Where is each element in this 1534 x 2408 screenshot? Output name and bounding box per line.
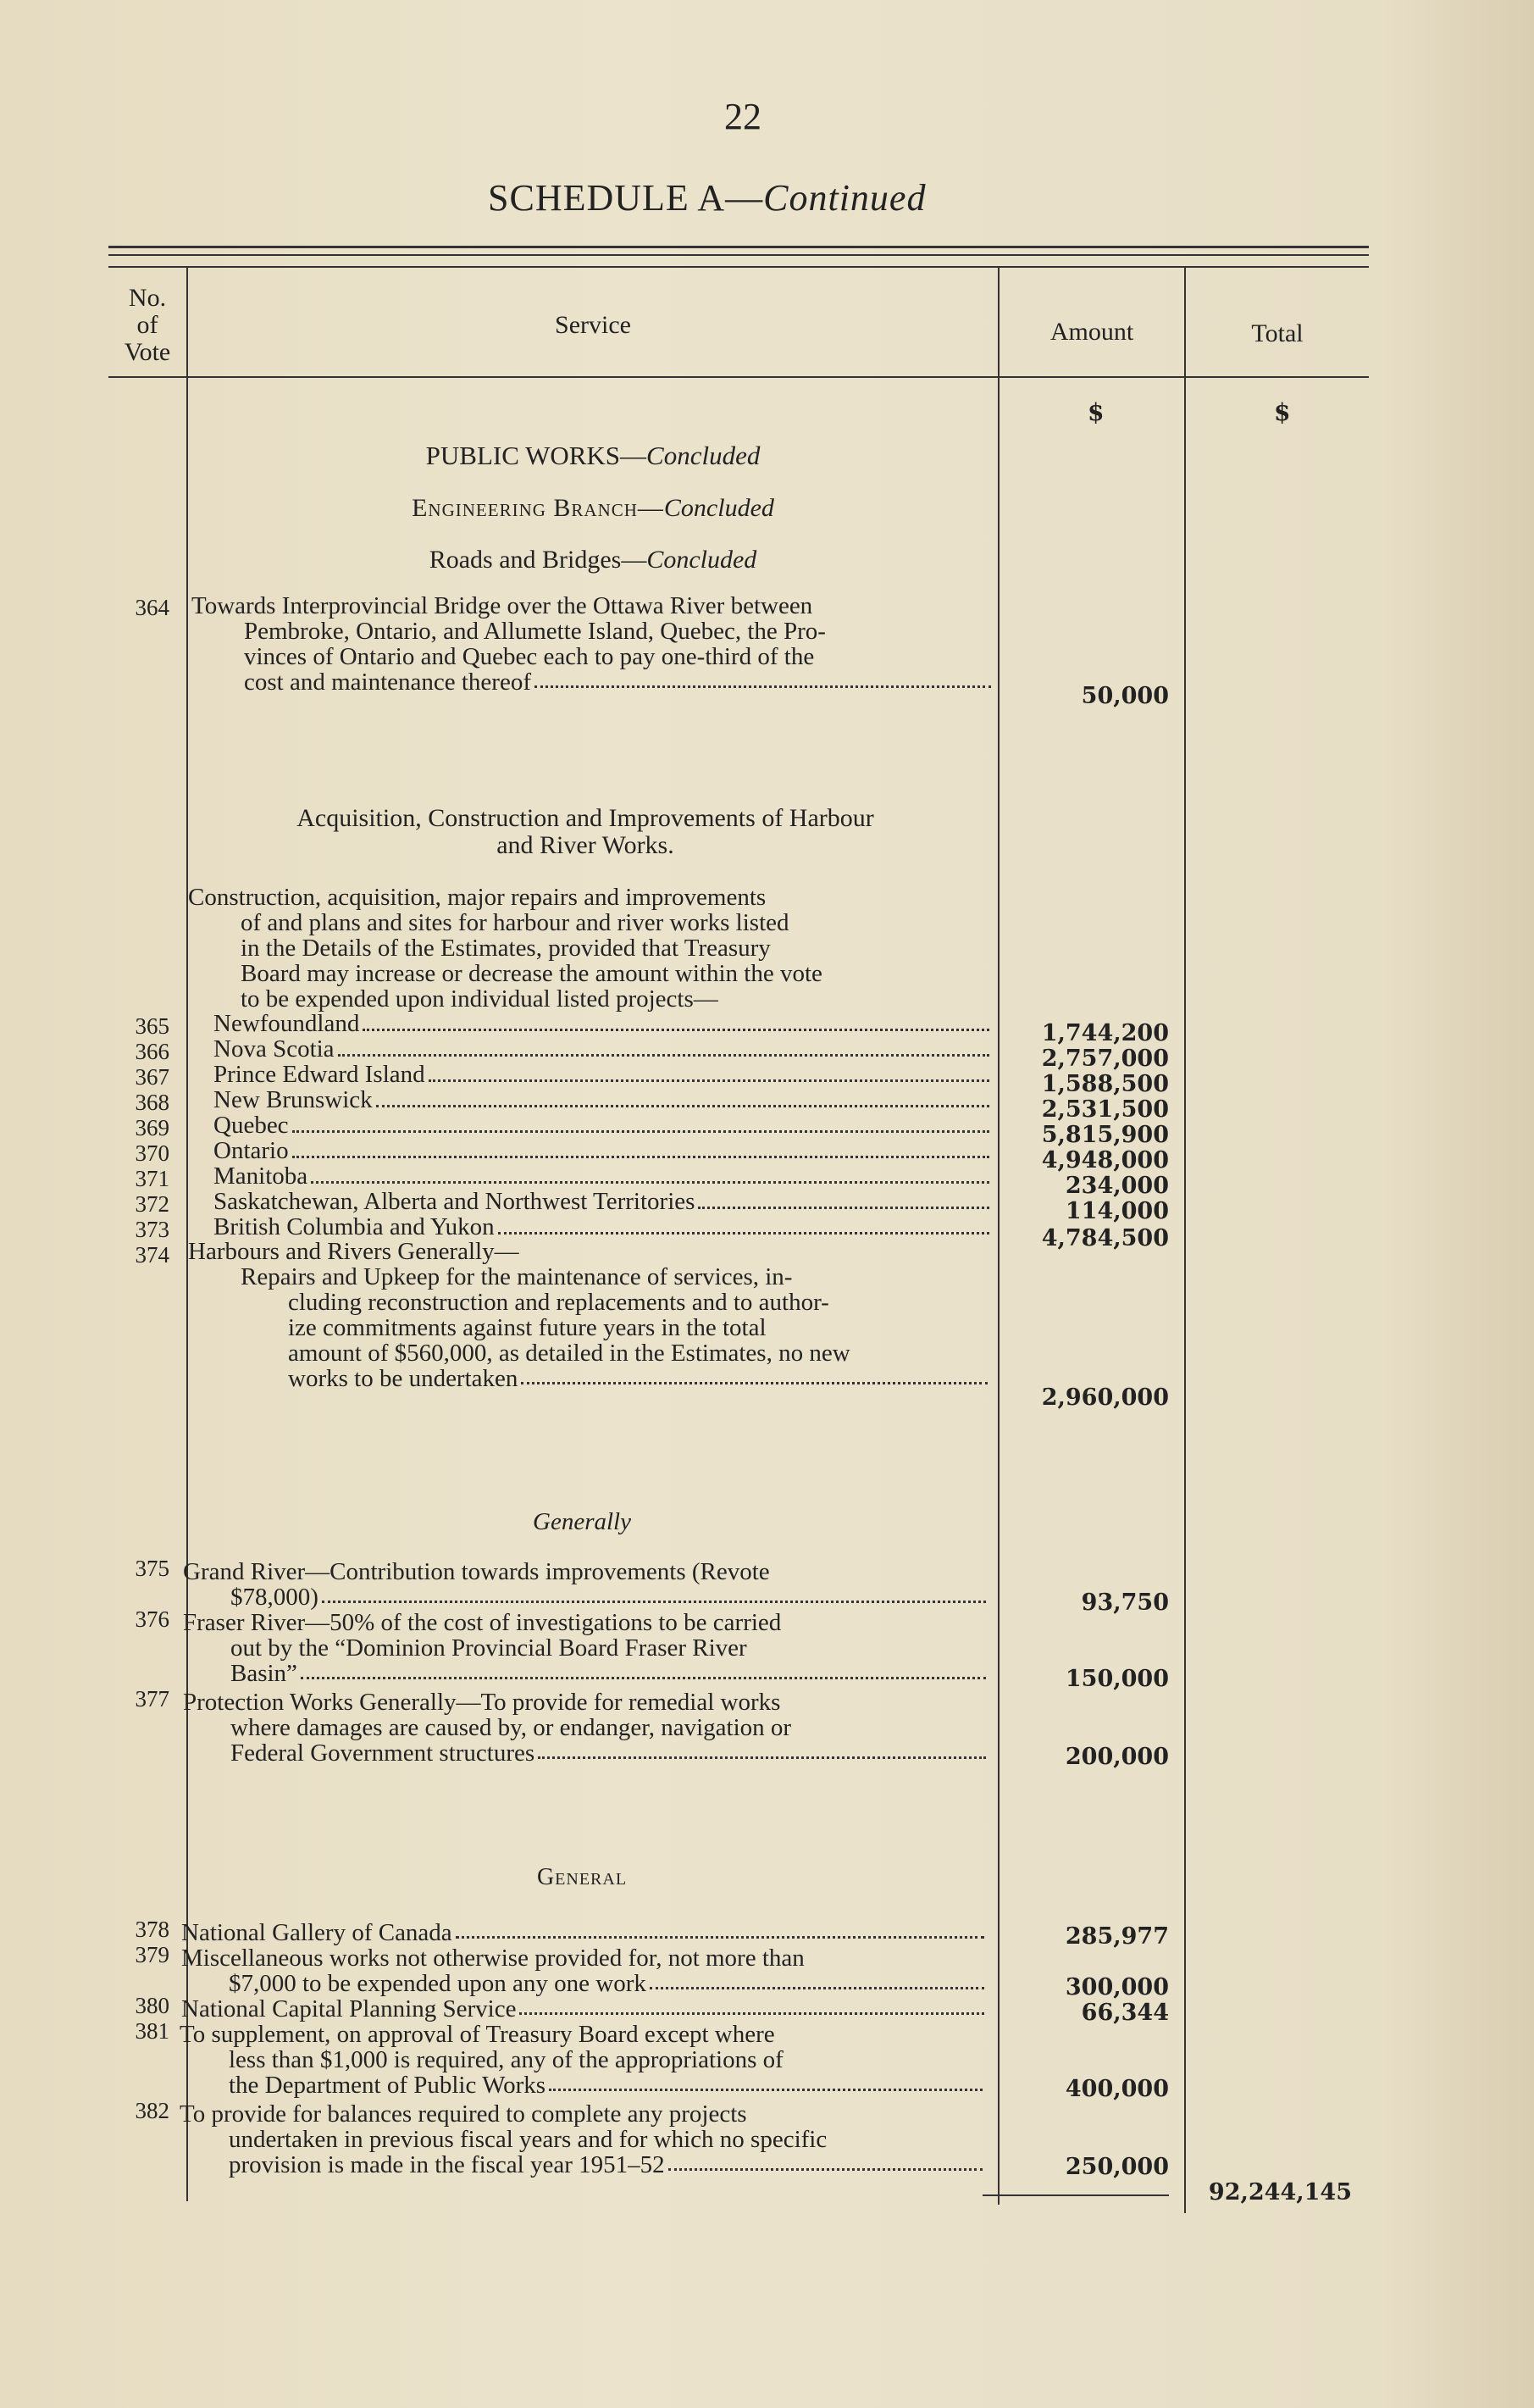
header-bottom-rule: [108, 376, 1369, 378]
amount-value: 114,000: [1065, 1198, 1169, 1224]
item-description: [181, 1920, 986, 1945]
desc-line-text: National Gallery of Canada: [181, 1919, 452, 1946]
amount-value: 150,000: [1065, 1666, 1169, 1692]
vote-number: 379: [135, 1942, 169, 1967]
province-line: [213, 1061, 991, 1089]
dot-leader: [698, 1188, 989, 1209]
amount-value: 50,000: [1081, 683, 1169, 709]
province-line: [213, 1162, 991, 1190]
desc-line: To supplement, on approval of Treasury Board except where: [180, 2021, 775, 2048]
amount-value: 5,815,900: [1041, 1122, 1169, 1148]
desc-line-dotted: [241, 1366, 989, 1391]
desc-line-dotted: [180, 2072, 984, 2098]
desc-line-text: the Department of Public Works: [229, 2072, 546, 2099]
table-top-rule-2: [108, 254, 1369, 256]
desc-line: Construction, acquisition, major repairs and improvements: [188, 884, 767, 911]
dot-leader: [322, 1584, 986, 1603]
dot-leader: [338, 1035, 989, 1057]
amount-value: 2,531,500: [1041, 1096, 1169, 1123]
dot-leader: [363, 1010, 989, 1031]
amount-value: 4,948,000: [1041, 1147, 1169, 1173]
header-amount: Amount: [1049, 318, 1134, 346]
amount-value: 250,000: [1065, 2154, 1169, 2180]
province-name: Quebec: [213, 1112, 289, 1139]
vote-number: 366: [135, 1039, 169, 1064]
amount-value: 200,000: [1065, 1744, 1169, 1770]
schedule-title-main: SCHEDULE A—: [488, 177, 764, 219]
province-line: [213, 1035, 991, 1063]
header-vote-line2: of: [136, 311, 158, 339]
amount-value: 300,000: [1065, 1974, 1169, 2000]
harbour-heading-line2: and River Works.: [496, 831, 674, 859]
item-description: [241, 1264, 989, 1391]
grand-total-value: 92,244,145: [1208, 2179, 1352, 2205]
amount-value: 285,977: [1065, 1923, 1169, 1950]
desc-line: Miscellaneous works not otherwise provided for, not more than: [181, 1945, 805, 1972]
province-name: Newfoundland: [213, 1010, 360, 1037]
branch-heading-cont: Concluded: [663, 494, 774, 522]
harbour-intro: [188, 885, 993, 1012]
department-heading-cont: Concluded: [646, 441, 761, 470]
desc-line: undertaken in previous fiscal years and for which no specific: [229, 2126, 828, 2153]
desc-line: to be expended upon individual listed projects—: [241, 985, 718, 1013]
amount-value: 1,744,200: [1041, 1020, 1169, 1046]
desc-line-dotted: [180, 2152, 984, 2178]
item-description: [191, 593, 993, 695]
header-vote: [108, 285, 186, 366]
amount-currency-symbol: $: [1088, 398, 1105, 426]
vote-number: 378: [135, 1917, 169, 1942]
province-name: British Columbia and Yukon: [213, 1213, 495, 1240]
vote-number: 368: [135, 1090, 169, 1115]
desc-line: Grand River—Contribution towards improvements (Revote: [183, 1558, 770, 1585]
dot-leader: [376, 1086, 989, 1107]
desc-line: Fraser River—50% of the cost of investigations to be carried: [183, 1609, 782, 1636]
vote-number: 369: [135, 1115, 169, 1140]
dot-leader: [292, 1112, 989, 1133]
item-description: [180, 2022, 984, 2098]
vote-number: 365: [135, 1013, 169, 1039]
item-description: [181, 1945, 986, 1996]
vote-number: 381: [135, 2018, 169, 2044]
department-heading: [188, 441, 998, 471]
dot-leader: [668, 2152, 983, 2171]
header-service: Service: [555, 311, 631, 339]
desc-line-dotted: [181, 1996, 986, 2022]
dot-leader: [534, 669, 991, 688]
section-heading: [188, 546, 998, 574]
desc-line: Towards Interprovincial Bridge over the Ottawa River between: [191, 592, 813, 619]
amount-value: 93,750: [1081, 1590, 1169, 1616]
province-name: Manitoba: [213, 1162, 308, 1190]
column-divider-total: [1184, 268, 1186, 2213]
page-number: 22: [724, 96, 761, 137]
vote-number: 370: [135, 1140, 169, 1166]
vote-number: 364: [135, 595, 169, 620]
desc-line-text: National Capital Planning Service: [181, 1995, 517, 2022]
desc-line-text: Basin”: [230, 1660, 297, 1687]
table-top-rule-3: [108, 266, 1369, 268]
province-line: [213, 1112, 991, 1140]
desc-line-dotted: [181, 1920, 986, 1945]
amount-value: 4,784,500: [1041, 1225, 1169, 1251]
desc-line-text: $7,000 to be expended upon any one work: [229, 1970, 646, 1997]
schedule-title: [488, 176, 926, 219]
desc-line-text: Federal Government structures: [230, 1739, 535, 1767]
dot-leader: [549, 2072, 983, 2091]
item-description: [180, 2101, 984, 2178]
amount-value: 2,757,000: [1041, 1046, 1169, 1072]
desc-line: amount of $560,000, as detailed in the Estimates, no new: [288, 1340, 850, 1367]
amount-value: 234,000: [1065, 1173, 1169, 1199]
province-name: Ontario: [213, 1137, 289, 1164]
vote-number: 374: [135, 1242, 169, 1268]
dot-leader: [538, 1740, 986, 1759]
desc-line-dotted: [183, 1584, 988, 1610]
desc-line: Pembroke, Ontario, and Allumette Island, Quebec, the Pro-: [244, 618, 826, 645]
province-line: [213, 1086, 991, 1114]
desc-line: where damages are caused by, or endanger, navigation or: [230, 1714, 792, 1741]
item-description: [183, 1559, 988, 1610]
general-heading: General: [536, 1864, 628, 1890]
amount-total-rule: [983, 2194, 1169, 2196]
harbour-heading: [191, 805, 979, 859]
dot-leader: [519, 1996, 984, 2015]
item-heading: Harbours and Rivers Generally—: [188, 1238, 519, 1265]
desc-line: out by the “Dominion Provincial Board Fraser River: [230, 1634, 747, 1662]
vote-number: 373: [135, 1217, 169, 1242]
desc-line: vinces of Ontario and Quebec each to pay one-third of the: [244, 643, 815, 670]
desc-line-text: works to be undertaken: [288, 1365, 518, 1392]
section-heading-cont: Concluded: [646, 546, 757, 574]
desc-line-text: cost and maintenance thereof: [244, 669, 531, 696]
amount-value: 1,588,500: [1041, 1071, 1169, 1097]
desc-line: Board may increase or decrease the amount within the vote: [241, 960, 822, 987]
header-vote-line1: No.: [128, 284, 167, 312]
item-description: [181, 1996, 986, 2022]
vote-number: 375: [135, 1556, 169, 1581]
dot-leader: [498, 1213, 989, 1235]
table-top-rule-1: [108, 246, 1369, 248]
desc-line: To provide for balances required to complete any projects: [180, 2100, 747, 2128]
vote-number: 371: [135, 1166, 169, 1191]
province-line: [213, 1188, 991, 1216]
header-total: Total: [1251, 319, 1304, 347]
amount-value: 400,000: [1065, 2076, 1169, 2102]
desc-line: Protection Works Generally—To provide for remedial works: [183, 1689, 781, 1716]
desc-line-text: $78,000): [230, 1584, 318, 1611]
province-line: [213, 1010, 991, 1038]
dot-leader: [650, 1971, 984, 1989]
item-description: [183, 1610, 988, 1686]
desc-line-text: provision is made in the fiscal year 1951–52: [229, 2151, 665, 2178]
branch-heading: [188, 494, 998, 523]
branch-heading-main: Engineering Branch—: [412, 494, 664, 522]
generally-heading: Generally: [533, 1508, 631, 1535]
desc-line-dotted: [191, 669, 993, 695]
vote-number: 380: [135, 1993, 169, 2018]
dot-leader: [521, 1366, 988, 1384]
desc-line: cluding reconstruction and replacements and to author-: [288, 1289, 829, 1316]
desc-line: Repairs and Upkeep for the maintenance of services, in-: [241, 1263, 793, 1290]
vote-number: 367: [135, 1064, 169, 1090]
vote-number: 372: [135, 1191, 169, 1217]
department-heading-main: PUBLIC WORKS—: [425, 441, 647, 470]
desc-line-dotted: [183, 1661, 988, 1686]
dot-leader: [292, 1137, 989, 1158]
province-name: Saskatchewan, Alberta and Northwest Territories: [213, 1188, 695, 1215]
amount-value: 66,344: [1081, 2000, 1169, 2026]
dot-leader: [456, 1920, 984, 1939]
dot-leader: [311, 1162, 989, 1184]
vote-number: 376: [135, 1606, 169, 1632]
vote-number: 377: [135, 1686, 169, 1712]
province-name: Prince Edward Island: [213, 1061, 425, 1088]
dot-leader: [301, 1661, 986, 1679]
desc-line: of and plans and sites for harbour and river works listed: [241, 909, 789, 936]
dot-leader: [429, 1061, 989, 1082]
harbour-heading-line1: Acquisition, Construction and Improvements of Harbour: [296, 804, 874, 832]
total-currency-symbol: $: [1274, 398, 1291, 426]
amount-value: 2,960,000: [1041, 1384, 1169, 1411]
vote-number: 382: [135, 2098, 169, 2123]
province-name: Nova Scotia: [213, 1035, 335, 1063]
province-line: [213, 1137, 991, 1165]
province-name: New Brunswick: [213, 1086, 373, 1113]
desc-line: ize commitments against future years in the total: [288, 1314, 767, 1341]
header-vote-line3: Vote: [124, 338, 171, 366]
desc-line-dotted: [183, 1740, 988, 1766]
schedule-title-continued: Continued: [763, 177, 927, 219]
desc-line: less than $1,000 is required, any of the appropriations of: [229, 2046, 784, 2073]
item-description: [183, 1689, 988, 1766]
desc-line-dotted: [181, 1971, 986, 1996]
section-heading-main: Roads and Bridges—: [429, 546, 647, 574]
desc-line: in the Details of the Estimates, provided that Treasury: [241, 935, 771, 962]
